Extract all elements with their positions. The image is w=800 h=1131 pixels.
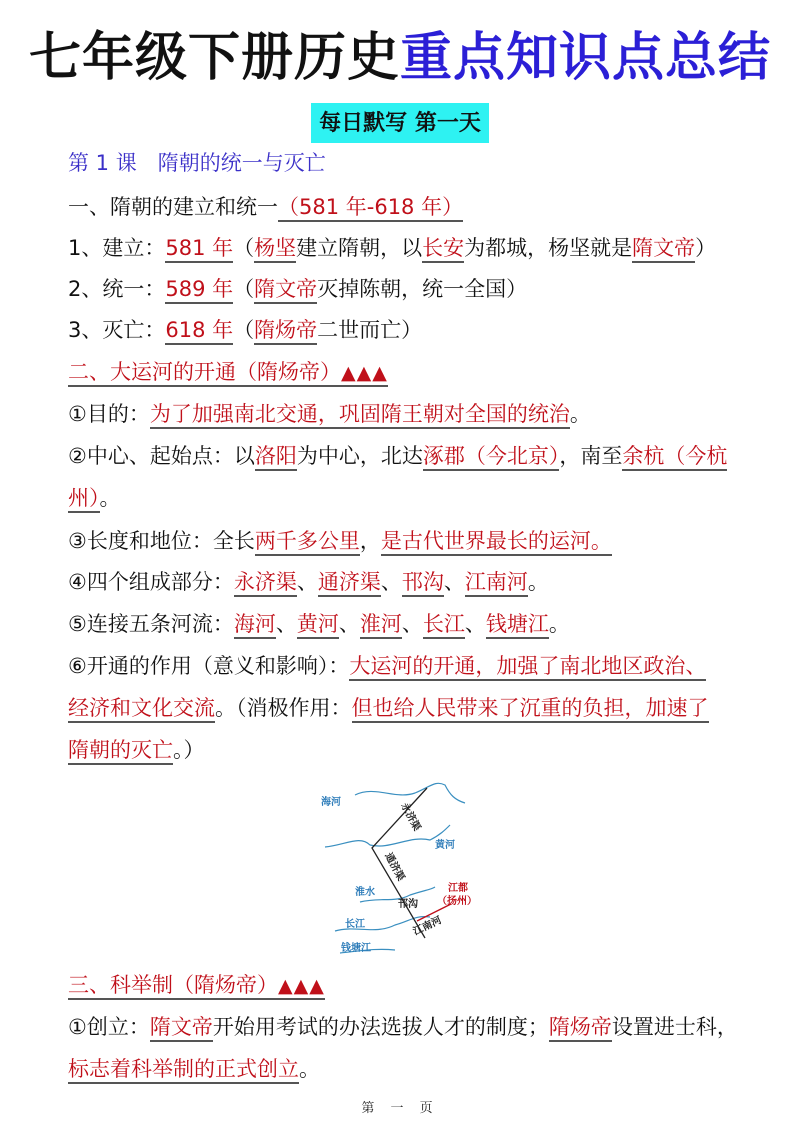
heading-text: 科举制（隋炀帝） [110, 973, 278, 1000]
answer: 是古代世界最长的运河。 [381, 529, 612, 556]
answer: 隋炀帝 [254, 318, 317, 345]
map-label-yongji: 永济渠 [398, 801, 423, 833]
label: 1、建立： [68, 236, 166, 260]
sep: 、 [296, 570, 318, 594]
label: ①目的： [68, 402, 150, 426]
canals [372, 788, 427, 938]
map-label-haihe: 海河 [321, 797, 341, 808]
answer: 为了加强南北交通，巩固隋王朝对全国的统治 [150, 402, 570, 429]
answer: 洛阳 [255, 444, 297, 471]
importance-triangles-icon: ▲▲▲ [278, 975, 325, 1000]
label: ⑤连接五条河流： [68, 612, 234, 636]
answer: 余杭（今杭 [622, 444, 727, 471]
answer: 海河 [234, 612, 276, 639]
canal-effect [68, 651, 706, 681]
map-label-tongji: 通济渠 [382, 851, 407, 883]
label: ③长度和地位：全长 [68, 529, 255, 553]
map-label-yangzhou: （扬州） [437, 896, 477, 907]
title-black: 七年级下册历史 [28, 27, 400, 88]
daily-badge: 每日默写 第一天 [311, 103, 489, 143]
canal-center-cont [68, 483, 121, 513]
answer: 黄河 [297, 612, 339, 639]
label: ④四个组成部分： [68, 570, 234, 594]
text: 。） [173, 738, 205, 762]
answer: 州） [68, 486, 100, 513]
heading-num: 三、 [68, 973, 110, 1000]
text: 。 [548, 612, 570, 636]
title-blue: 重点知识点总结 [400, 27, 772, 88]
label: 3、灭亡： [68, 318, 166, 342]
answer: 永济渠 [234, 570, 297, 597]
answer: 隋文帝 [150, 1015, 213, 1042]
section1-heading [68, 192, 463, 222]
label: ①创立： [68, 1015, 150, 1039]
answer: 大运河的开通，加强了南北地区政治、 [349, 654, 706, 681]
answer: 隋文帝 [254, 277, 317, 304]
text: （ [233, 318, 255, 342]
sep: 、 [464, 612, 486, 636]
answer: 标志着科举制的正式创立 [68, 1057, 299, 1084]
text: 二世而亡） [317, 318, 423, 342]
canal-effect-cont [68, 693, 709, 723]
map-label-huanghe: 黄河 [435, 840, 455, 851]
answer: 618 年 [165, 318, 233, 345]
sep: 、 [338, 612, 360, 636]
text: 建立隋朝，以 [296, 236, 423, 260]
keju-founding-cont [68, 1054, 320, 1084]
heading-num: 二、 [68, 360, 110, 387]
text: 。 [299, 1057, 320, 1081]
canal-center [68, 441, 727, 471]
sep: 、 [443, 570, 465, 594]
sep: 、 [401, 612, 423, 636]
label: ⑥开通的作用（意义和影响）： [68, 654, 350, 678]
text: 。 [99, 486, 121, 510]
text: 为中心，北达 [296, 444, 423, 468]
text: 为都城，杨坚就是 [464, 236, 633, 260]
answer: 涿郡（今北京） [423, 444, 560, 471]
sep: 、 [275, 612, 297, 636]
canal-length [68, 526, 612, 556]
canal-effect-cont2 [68, 735, 205, 765]
map-label-hangou: 邗沟 [398, 899, 418, 910]
text: 开始用考试的办法选拔人才的制度； [212, 1015, 549, 1039]
badge-wrap [0, 103, 800, 143]
document-title [0, 28, 800, 88]
heading-text: 一、隋朝的建立和统一 [68, 195, 278, 219]
text: （ [233, 277, 255, 301]
answer: 长江 [423, 612, 465, 639]
keju-founding [68, 1012, 738, 1042]
map-label-changjiang: 长江 [345, 919, 365, 930]
text: ， [359, 529, 381, 553]
answer: 杨坚 [254, 236, 296, 263]
canal-parts [68, 567, 549, 597]
map-label-qiantang: 钱塘江 [341, 943, 371, 954]
importance-triangles-icon: ▲▲▲ [341, 362, 388, 387]
canal-purpose [68, 399, 591, 429]
answer: 江南河 [465, 570, 528, 597]
answer: 隋文帝 [632, 236, 695, 263]
sep: 、 [380, 570, 402, 594]
answer: 通济渠 [318, 570, 381, 597]
text: ） [695, 236, 717, 260]
text: 。（消极作用： [215, 696, 352, 720]
answer: 邗沟 [402, 570, 444, 597]
map-label-jiangnan: 江南河 [411, 915, 444, 938]
answer: 581 年 [165, 236, 233, 263]
answer: 589 年 [165, 277, 233, 304]
item-unification [68, 274, 527, 304]
answer: 钱塘江 [486, 612, 549, 639]
answer: 两千多公里 [255, 529, 360, 556]
grand-canal-map [315, 775, 490, 960]
page-number: 第 一 页 [361, 1101, 439, 1116]
text: 。 [527, 570, 549, 594]
label: 2、统一： [68, 277, 166, 301]
map-label-jiangdu: 江都 [448, 883, 468, 894]
map-label-huaishui: 淮水 [355, 887, 375, 898]
answer: 淮河 [360, 612, 402, 639]
answer: 隋炀帝 [549, 1015, 612, 1042]
text: ，南至 [559, 444, 623, 468]
date-range: （581 年-618 年） [278, 195, 463, 222]
answer: 经济和文化交流 [68, 696, 215, 723]
section3-heading [68, 970, 325, 1001]
text: 。 [569, 402, 591, 426]
answer: 隋朝的灭亡 [68, 738, 173, 765]
text: 设置进士科， [611, 1015, 738, 1039]
answer: 长安 [422, 236, 464, 263]
heading-text: 大运河的开通（隋炀帝） [110, 360, 341, 387]
label: ②中心、起始点：以 [68, 444, 255, 468]
text: （ [233, 236, 255, 260]
item-founding [68, 233, 716, 263]
item-fall [68, 315, 422, 345]
section2-heading [68, 357, 388, 388]
canal-rivers [68, 609, 570, 639]
text: 灭掉陈朝，统一全国） [317, 277, 528, 301]
lesson-title: 第 1 课 隋朝的统一与灭亡 [68, 151, 326, 175]
answer: 但也给人民带来了沉重的负担，加速了 [352, 696, 709, 723]
